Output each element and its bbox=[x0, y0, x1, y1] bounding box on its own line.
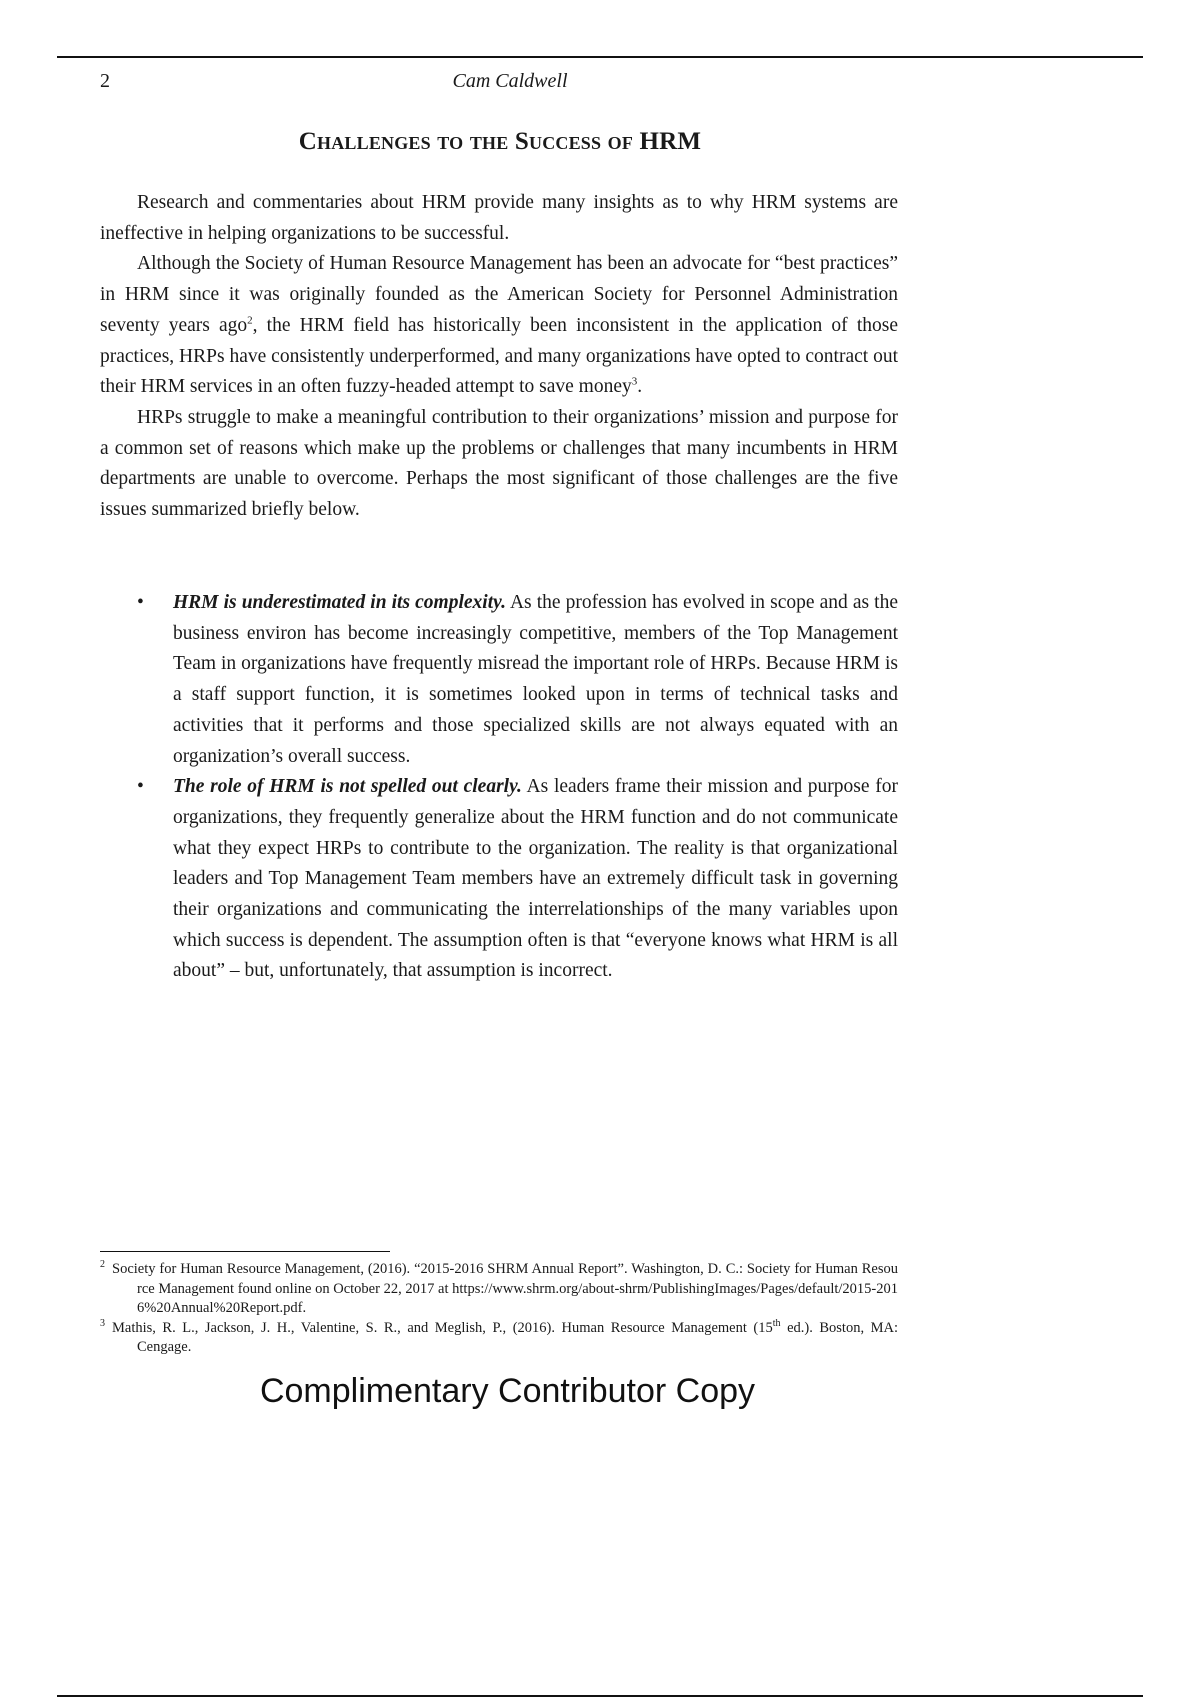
footnote-separator bbox=[100, 1251, 390, 1252]
bullet-text: As the profession has evolved in scope and as the business environ has become increasingly competitive, members of the Top Management Team in organizations have frequently misread the important role of HRPs. Because HRM is a staff support function, it is sometimes looked upon in terms of technical tasks and activities that it performs and those specialized skills are not always equated with an organization’s overall success. bbox=[173, 592, 899, 767]
paragraph-1: Research and commentaries about HRM provide many insights as to why HRM systems are ineffective in helping organizations to be successful. bbox=[100, 192, 898, 244]
challenges-list bbox=[100, 588, 898, 987]
footnote-superscript: th bbox=[772, 1317, 781, 1329]
bullet-text: As leaders frame their mission and purpose for organizations, they frequently generalize about the HRM function and do not communicate what they expect HRPs to contribute to the organization. The reality is that organizational leaders and Top Management Team members have an extremely difficult task in governing their organizations and communicating the interrelationships of the many variables upon which success is dependent. The assumption often is that “everyone knows what HRM is all about” – but, unfortunately, that assumption is incorrect. bbox=[173, 776, 898, 982]
footnotes bbox=[100, 1260, 898, 1358]
list-item bbox=[100, 588, 898, 772]
footnote-3: 3 Mathis, R. L., Jackson, J. H., Valentine, S. R., and Meglish, P., (2016). Human Resource Management (15th ed.). Boston, MA: Cengage. bbox=[100, 1317, 899, 1355]
paragraph-2-text-b: , the HRM field has historically been inconsistent in the application of those practices, HRPs have consistently underperformed, and many organizations have opted to contract out their HRM services in an often fuzzy-headed attempt to save money bbox=[100, 314, 898, 398]
footnote-text: Society for Human Resource Management, (2016). “2015-2016 SHRM Annual Report”. Washington, D. C.: Society for Human Resource Management found online on October 22, 2017 at https://www.shrm.org/about-shrm/PublishingImages/Pages/default/2015-2016%20Annual%20Report.pdf. bbox=[112, 1261, 898, 1316]
footnote-ref-2[interactable]: 2 bbox=[247, 314, 253, 327]
bullet-lead: HRM is underestimated in its complexity. bbox=[173, 592, 506, 613]
paragraph-2-text-a: Although the Society of Human Resource Management has been an advocate for “best practices” in HRM since it was originally founded as the American Society for Personnel Administration seventy years ago bbox=[100, 253, 898, 336]
bullet-icon: • bbox=[137, 776, 144, 798]
paragraph-3: HRPs struggle to make a meaningful contribution to their organizations’ mission and purpose for a common set of reasons which make up the problems or challenges that many incumbents in HRM departments are unable to overcome. Perhaps the most significant of those challenges are the five issues summarized briefly below. bbox=[100, 406, 898, 521]
footnote-text: Mathis, R. L., Jackson, J. H., Valentine, S. R., and Meglish, P., (2016). Human Resource Management (15 bbox=[112, 1319, 773, 1336]
footnote-2: 2 Society for Human Resource Management, (2016). “2015-2016 SHRM Annual Report”. Washington, D. C.: Society for Human Resource Management found online on October 22, 2017 at https://www.shrm.org/about-shrm/PublishingImages/Pages/default/2015-2016%20Annual%20Report.pdf. bbox=[100, 1259, 898, 1316]
bullet-icon: • bbox=[137, 592, 144, 613]
body-text bbox=[100, 188, 898, 526]
list-item bbox=[100, 772, 898, 987]
header-rule bbox=[57, 56, 1143, 58]
footnote-text-end: ed.). Boston, MA: Cengage. bbox=[137, 1319, 899, 1355]
paragraph-2 bbox=[100, 249, 898, 403]
running-head-author: Cam Caldwell bbox=[452, 70, 568, 92]
complimentary-copy-watermark: Complimentary Contributor Copy bbox=[259, 1372, 756, 1410]
page-number: 2 bbox=[100, 70, 110, 92]
footnote-ref-3[interactable]: 3 bbox=[631, 375, 638, 388]
section-title: Challenges to the Success of HRM bbox=[298, 128, 702, 155]
footer-rule bbox=[57, 1695, 1143, 1697]
bullet-lead: The role of HRM is not spelled out clearly. bbox=[173, 776, 522, 798]
paragraph-2-text-c: . bbox=[637, 376, 643, 398]
